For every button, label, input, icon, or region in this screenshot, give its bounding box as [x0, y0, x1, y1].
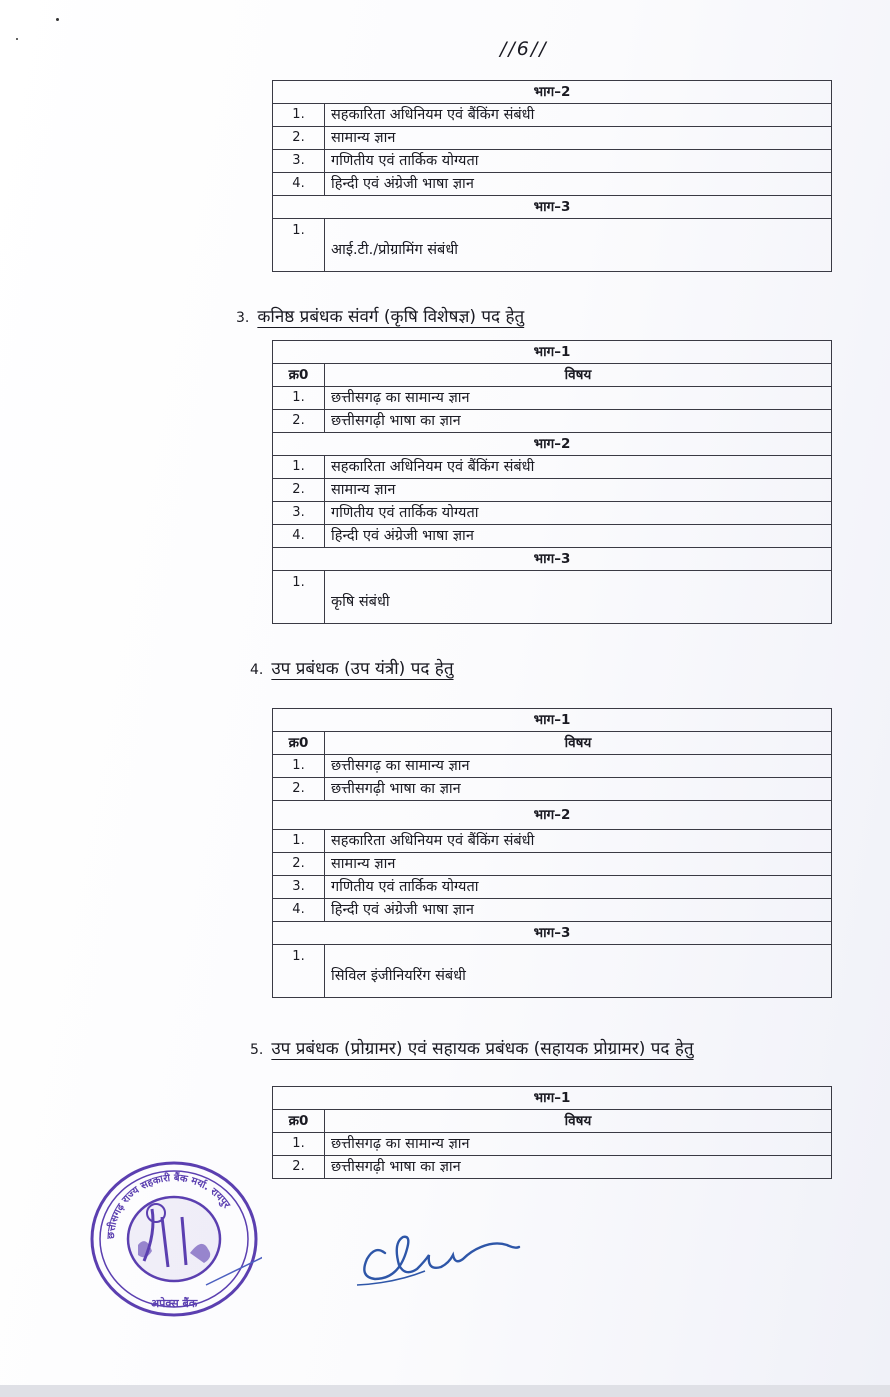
part-heading: भाग–2 — [273, 801, 832, 830]
page-bottom-edge — [0, 1385, 890, 1397]
table-row: 1. छत्तीसगढ़ का सामान्य ज्ञान — [273, 1133, 832, 1156]
table-row: 1. आई.टी./प्रोग्रामिंग संबंधी — [273, 219, 832, 272]
table-row: 2. सामान्य ज्ञान — [273, 853, 832, 876]
subjects-table-continued — [272, 80, 832, 272]
table-row: 2. छत्तीसगढ़ी भाषा का ज्ञान — [273, 778, 832, 801]
section-heading-5: 5. उप प्रबंधक (प्रोग्रामर) एवं सहायक प्रबंधक (सहायक प्रोग्रामर) पद हेतु — [250, 1039, 694, 1059]
svg-text:अपेक्स बैंक: अपेक्स बैंक — [150, 1297, 198, 1310]
table-row: 1. सहकारिता अधिनियम एवं बैंकिंग संबंधी — [273, 456, 832, 479]
table-row: 3. गणितीय एवं तार्किक योग्यता — [273, 876, 832, 899]
table-row: 2. छत्तीसगढ़ी भाषा का ज्ञान — [273, 1156, 832, 1179]
part-heading: भाग–1 — [273, 1087, 832, 1110]
part-heading: भाग–2 — [273, 433, 832, 456]
column-header-subject: विषय — [325, 1110, 832, 1133]
table-row: 4. हिन्दी एवं अंग्रेजी भाषा ज्ञान — [273, 899, 832, 922]
column-header-sn: क्र0 — [273, 1110, 325, 1133]
table-row: 1. सहकारिता अधिनियम एवं बैंकिंग संबंधी — [273, 104, 832, 127]
page-number: //6// — [500, 38, 548, 60]
table-row: 3. गणितीय एवं तार्किक योग्यता — [273, 502, 832, 525]
signature-image — [355, 1225, 525, 1295]
column-header-subject: विषय — [325, 732, 832, 755]
table-row: 4. हिन्दी एवं अंग्रेजी भाषा ज्ञान — [273, 173, 832, 196]
table-row: 1. कृषि संबंधी — [273, 571, 832, 624]
part-heading: भाग–2 — [273, 81, 832, 104]
part-heading: भाग–1 — [273, 341, 832, 364]
part-heading: भाग–1 — [273, 709, 832, 732]
column-header-sn: क्र0 — [273, 732, 325, 755]
svg-text:छत्तीसगढ़ राज्य सहकारी बैंक मर: छत्तीसगढ़ राज्य सहकारी बैंक मर्या. रायपुर — [105, 1172, 232, 1240]
table-row: 1. सिविल इंजीनियरिंग संबंधी — [273, 945, 832, 998]
scan-speck — [56, 18, 59, 21]
table-row: 4. हिन्दी एवं अंग्रेजी भाषा ज्ञान — [273, 525, 832, 548]
part-heading: भाग–3 — [273, 922, 832, 945]
table-row: 1. छत्तीसगढ़ का सामान्य ज्ञान — [273, 387, 832, 410]
table-row: 2. सामान्य ज्ञान — [273, 479, 832, 502]
part-heading: भाग–3 — [273, 548, 832, 571]
column-header-subject: विषय — [325, 364, 832, 387]
table-row: 1. सहकारिता अधिनियम एवं बैंकिंग संबंधी — [273, 830, 832, 853]
scan-speck — [16, 38, 18, 40]
table-row: 1. छत्तीसगढ़ का सामान्य ज्ञान — [273, 755, 832, 778]
section-heading-3: 3. कनिष्ठ प्रबंधक संवर्ग (कृषि विशेषज्ञ) पद हेतु — [236, 307, 525, 327]
table-row: 2. सामान्य ज्ञान — [273, 127, 832, 150]
column-header-sn: क्र0 — [273, 364, 325, 387]
bank-seal-stamp — [86, 1157, 262, 1321]
table-row: 2. छत्तीसगढ़ी भाषा का ज्ञान — [273, 410, 832, 433]
part-heading: भाग–3 — [273, 196, 832, 219]
subjects-table-3 — [272, 340, 832, 624]
subjects-table-4 — [272, 708, 832, 998]
table-row: 3. गणितीय एवं तार्किक योग्यता — [273, 150, 832, 173]
subjects-table-5 — [272, 1086, 832, 1179]
section-heading-4: 4. उप प्रबंधक (उप यंत्री) पद हेतु — [250, 659, 454, 679]
